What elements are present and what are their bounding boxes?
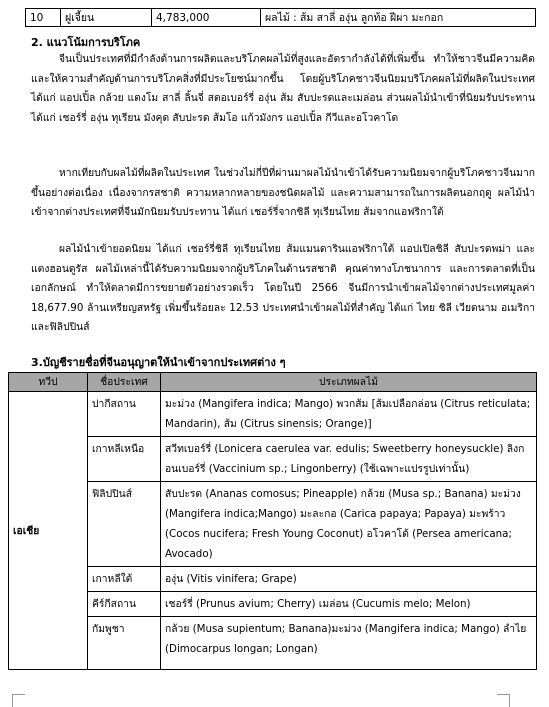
paragraph-2: หากเทียบกับผลไม้ที่ผลิตในประเทศ ในช่วงไม่กี่ปีที่ผ่านมาผลไม้นำเข้าได้รับความนิยมจากผู้บริโภคชาวจีนมากขึ้นอย่างต่อเนื่อง เนื่องจากรสชาติ ความหลากหลายของชนิดผลไม้ และความสามารถในการผลิตนอกฤดู ผลไม้นำเข้าจากต่างประเทศที่จีนมักนิยมรับประทาน ได้แก่ เชอร์รี่จากชิลี ทุเรียนไทย ส้มจากแอฟริกาใต้ — [31, 167, 535, 218]
header-continent: ทวีป — [9, 373, 88, 392]
country-cell: เกาหลีเหนือ — [88, 437, 161, 482]
paragraph-3: ผลไม้นำเข้ายอดนิยม ได้แก่ เชอร์รี่ชิลี ทุเรียนไทย ส้มแมนดารินแอฟริกาใต้ แอปเปิลชิลี สับปะรดพม่า และแตงฮอนดูรัส ผลไม้เหล่านี้ได้รับความนิยมจากผู้บริโภคในด้านรสชาติ คุณค่าทางโภชนาการ และการตลาดที่เป็นเอกลักษณ์ ทำให้ตลาดมีการขยายตัวอย่างรวดเร็ว โดยในปี 2566 จีนมีการนำเข้าผลไม้จากต่างประเทศมูลค่า 18,677.90 ล้านเหรียญสหรัฐ เพิ่มขึ้นร้อยละ 12.53 ประเทศนำเข้าผลไม้ที่สำคัญ ได้แก่ ไทย ชิลี เวียดนาม อเมริกา และฟิลิปปินส์ — [31, 243, 535, 333]
row-number: 10 — [26, 9, 61, 27]
fruit-cell: มะม่วง (Mangifera indica; Mango) พวกส้ม [ส้มเปลือกล่อน (Citrus reticulata; Mandarin), ส้ม (Citrus sinensis; Orange)] — [161, 392, 537, 437]
province-name: ฝูเจี้ยน — [61, 9, 152, 27]
value-cell: 4,783,000 — [152, 9, 261, 27]
previous-table-row — [25, 8, 536, 27]
fruits-cell: ผลไม้ : ส้ม สาลี่ องุ่น ลูกท้อ ฝีผา มะกอก — [261, 9, 536, 27]
table-row — [26, 9, 536, 27]
fruit-cell: กล้วย (Musa supientum; Banana)มะม่วง (Mangifera indica; Mango) ลำไย (Dimocarpus longan; Longan) — [161, 617, 537, 670]
country-cell: คีร์กีสถาน — [88, 592, 161, 617]
paragraph-1: จีนเป็นประเทศที่มีกำลังด้านการผลิตและบริโภคผลไม้ที่สูงและอัตรากำลังได้ที่เพิ่มขึ้น ทำให้ชาวจีนมีความคิดและให้ความสำคัญด้านการบริโภคสิ่งที่มีประโยชน์มากขึ้น โดยผู้บริโภคชาวจีนนิยมบริโภคผลไม้ที่ผลิตในประเทศ ได้แก่ แอปเปิ้ล กล้วย แตงโม สาลี่ ลิ้นจี่ สตอเบอร์รี่ องุ่น ส้ม สับปะรดและเมล่อน ส่วนผลไม้นำเข้าที่นิยมรับประทาน ได้แก่ เชอร์รี่ องุ่น ทุเรียน มังคุด สับปะรด ส้มโอ แก้วมังกร แอปเปิ้ล กีวีและอโวคาโด — [31, 53, 535, 124]
table-row — [9, 567, 537, 592]
section-3-heading: 3.บัญชีรายชื่อที่จีนอนุญาตให้นำเข้าจากประเทศต่าง ๆ — [31, 356, 286, 369]
country-cell: กัมพูชา — [88, 617, 161, 670]
fruit-cell: องุ่น (Vitis vinifera; Grape) — [161, 567, 537, 592]
table-header-row — [9, 373, 537, 392]
page-corner-marker — [12, 694, 25, 707]
country-cell: ฟิลิปปินส์ — [88, 482, 161, 567]
import-permit-table — [8, 372, 537, 670]
fruit-cell: เชอร์รี่ (Prunus avium; Cherry) เมล่อน (Cucumis melo; Melon) — [161, 592, 537, 617]
fruit-cell: สับปะรด (Ananas comosus; Pineapple) กล้วย (Musa sp.; Banana) มะม่วง (Mangifera indica;Mango) มะละกอ (Carica papaya; Papaya) มะพร้าว (Cocos nucifera; Fresh Young Coconut) อโวคาโด้ (Persea americana; Avocado) — [161, 482, 537, 567]
header-fruit-type: ประเภทผลไม้ — [161, 373, 537, 392]
table-row — [9, 592, 537, 617]
continent-cell: เอเชีย — [9, 392, 88, 670]
table-row — [9, 437, 537, 482]
fruit-cell: สวีทเบอร์รี่ (Lonicera caerulea var. edulis; Sweetberry honeysuckle) ลิงกอนเบอร์รี่ (Vaccinium sp.; Lingonberry) (ใช้เฉพาะแปรรูปเท่านั้น) — [161, 437, 537, 482]
page-corner-marker — [497, 694, 510, 707]
table-row — [9, 392, 537, 437]
table-row — [9, 482, 537, 567]
header-country: ชื่อประเทศ — [88, 373, 161, 392]
table-row — [9, 617, 537, 670]
country-cell: เกาหลีใต้ — [88, 567, 161, 592]
country-cell: ปากีสถาน — [88, 392, 161, 437]
section-2-heading: 2. แนวโน้มการบริโภค — [31, 36, 141, 49]
